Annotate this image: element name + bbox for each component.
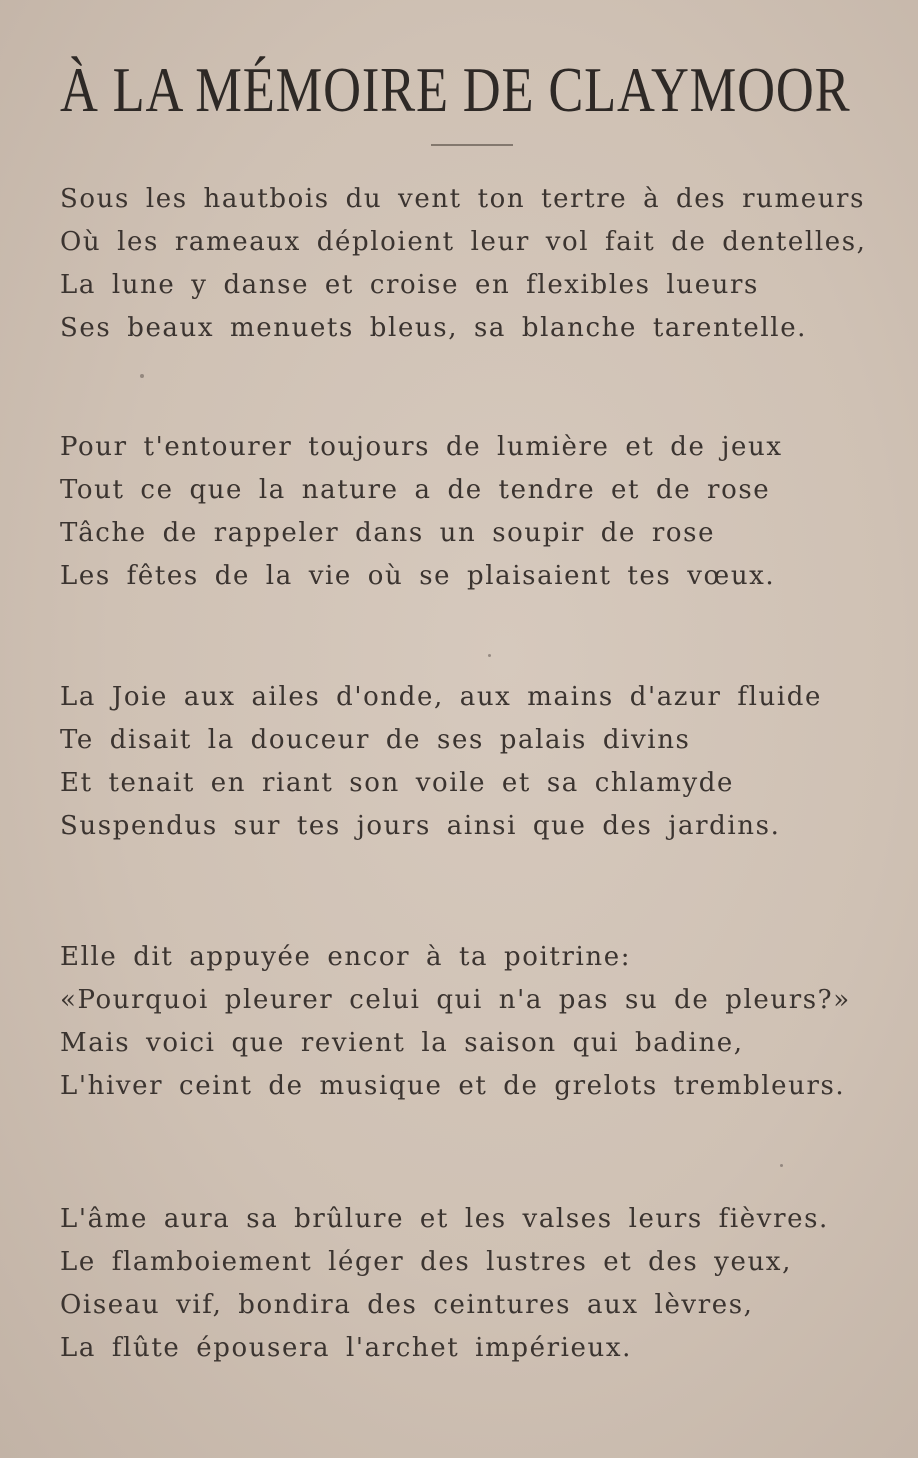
verse-line: La Joie aux ailes d'onde, aux mains d'azur fluide xyxy=(60,682,822,712)
verse-line: Pour t'entourer toujours de lumière et de jeux xyxy=(60,432,783,462)
verse-line: Mais voici que revient la saison qui badine, xyxy=(60,1028,744,1058)
verse-line: Tout ce que la nature a de tendre et de rose xyxy=(60,475,771,505)
stanza-1 xyxy=(60,178,867,350)
stanza-5 xyxy=(60,1198,829,1370)
paper-speck xyxy=(140,374,144,378)
verse-line: L'âme aura sa brûlure et les valses leurs fièvres. xyxy=(60,1204,829,1234)
stanza-3 xyxy=(60,676,822,848)
verse-line: La flûte épousera l'archet impérieux. xyxy=(60,1333,632,1363)
verse-line: Te disait la douceur de ses palais divins xyxy=(60,725,691,755)
stanza-2 xyxy=(60,426,783,598)
stanza-4 xyxy=(60,936,851,1108)
verse-line: L'hiver ceint de musique et de grelots trembleurs. xyxy=(60,1071,846,1101)
verse-line: Oiseau vif, bondira des ceintures aux lèvres, xyxy=(60,1290,754,1320)
verse-line: Le flamboiement léger des lustres et des yeux, xyxy=(60,1247,792,1277)
verse-line: Suspendus sur tes jours ainsi que des jardins. xyxy=(60,811,781,841)
verse-line: Ses beaux menuets bleus, sa blanche tarentelle. xyxy=(60,313,808,343)
verse-line: Et tenait en riant son voile et sa chlamyde xyxy=(60,768,735,798)
verse-line: Sous les hautbois du vent ton tertre à des rumeurs xyxy=(60,184,866,214)
title-divider xyxy=(431,144,513,146)
poem-title: À LA MÉMOIRE DE CLAYMOOR xyxy=(60,54,851,125)
paper-speck xyxy=(780,1164,783,1167)
verse-line: Où les rameaux déploient leur vol fait de dentelles, xyxy=(60,227,867,257)
verse-line: Elle dit appuyée encor à ta poitrine: xyxy=(60,942,632,972)
paper-speck xyxy=(488,654,491,657)
verse-line: Tâche de rappeler dans un soupir de rose xyxy=(60,518,716,548)
verse-line: Les fêtes de la vie où se plaisaient tes vœux. xyxy=(60,561,776,591)
verse-line: «Pourquoi pleurer celui qui n'a pas su de pleurs?» xyxy=(60,985,851,1015)
verse-line: La lune y danse et croise en flexibles lueurs xyxy=(60,270,759,300)
